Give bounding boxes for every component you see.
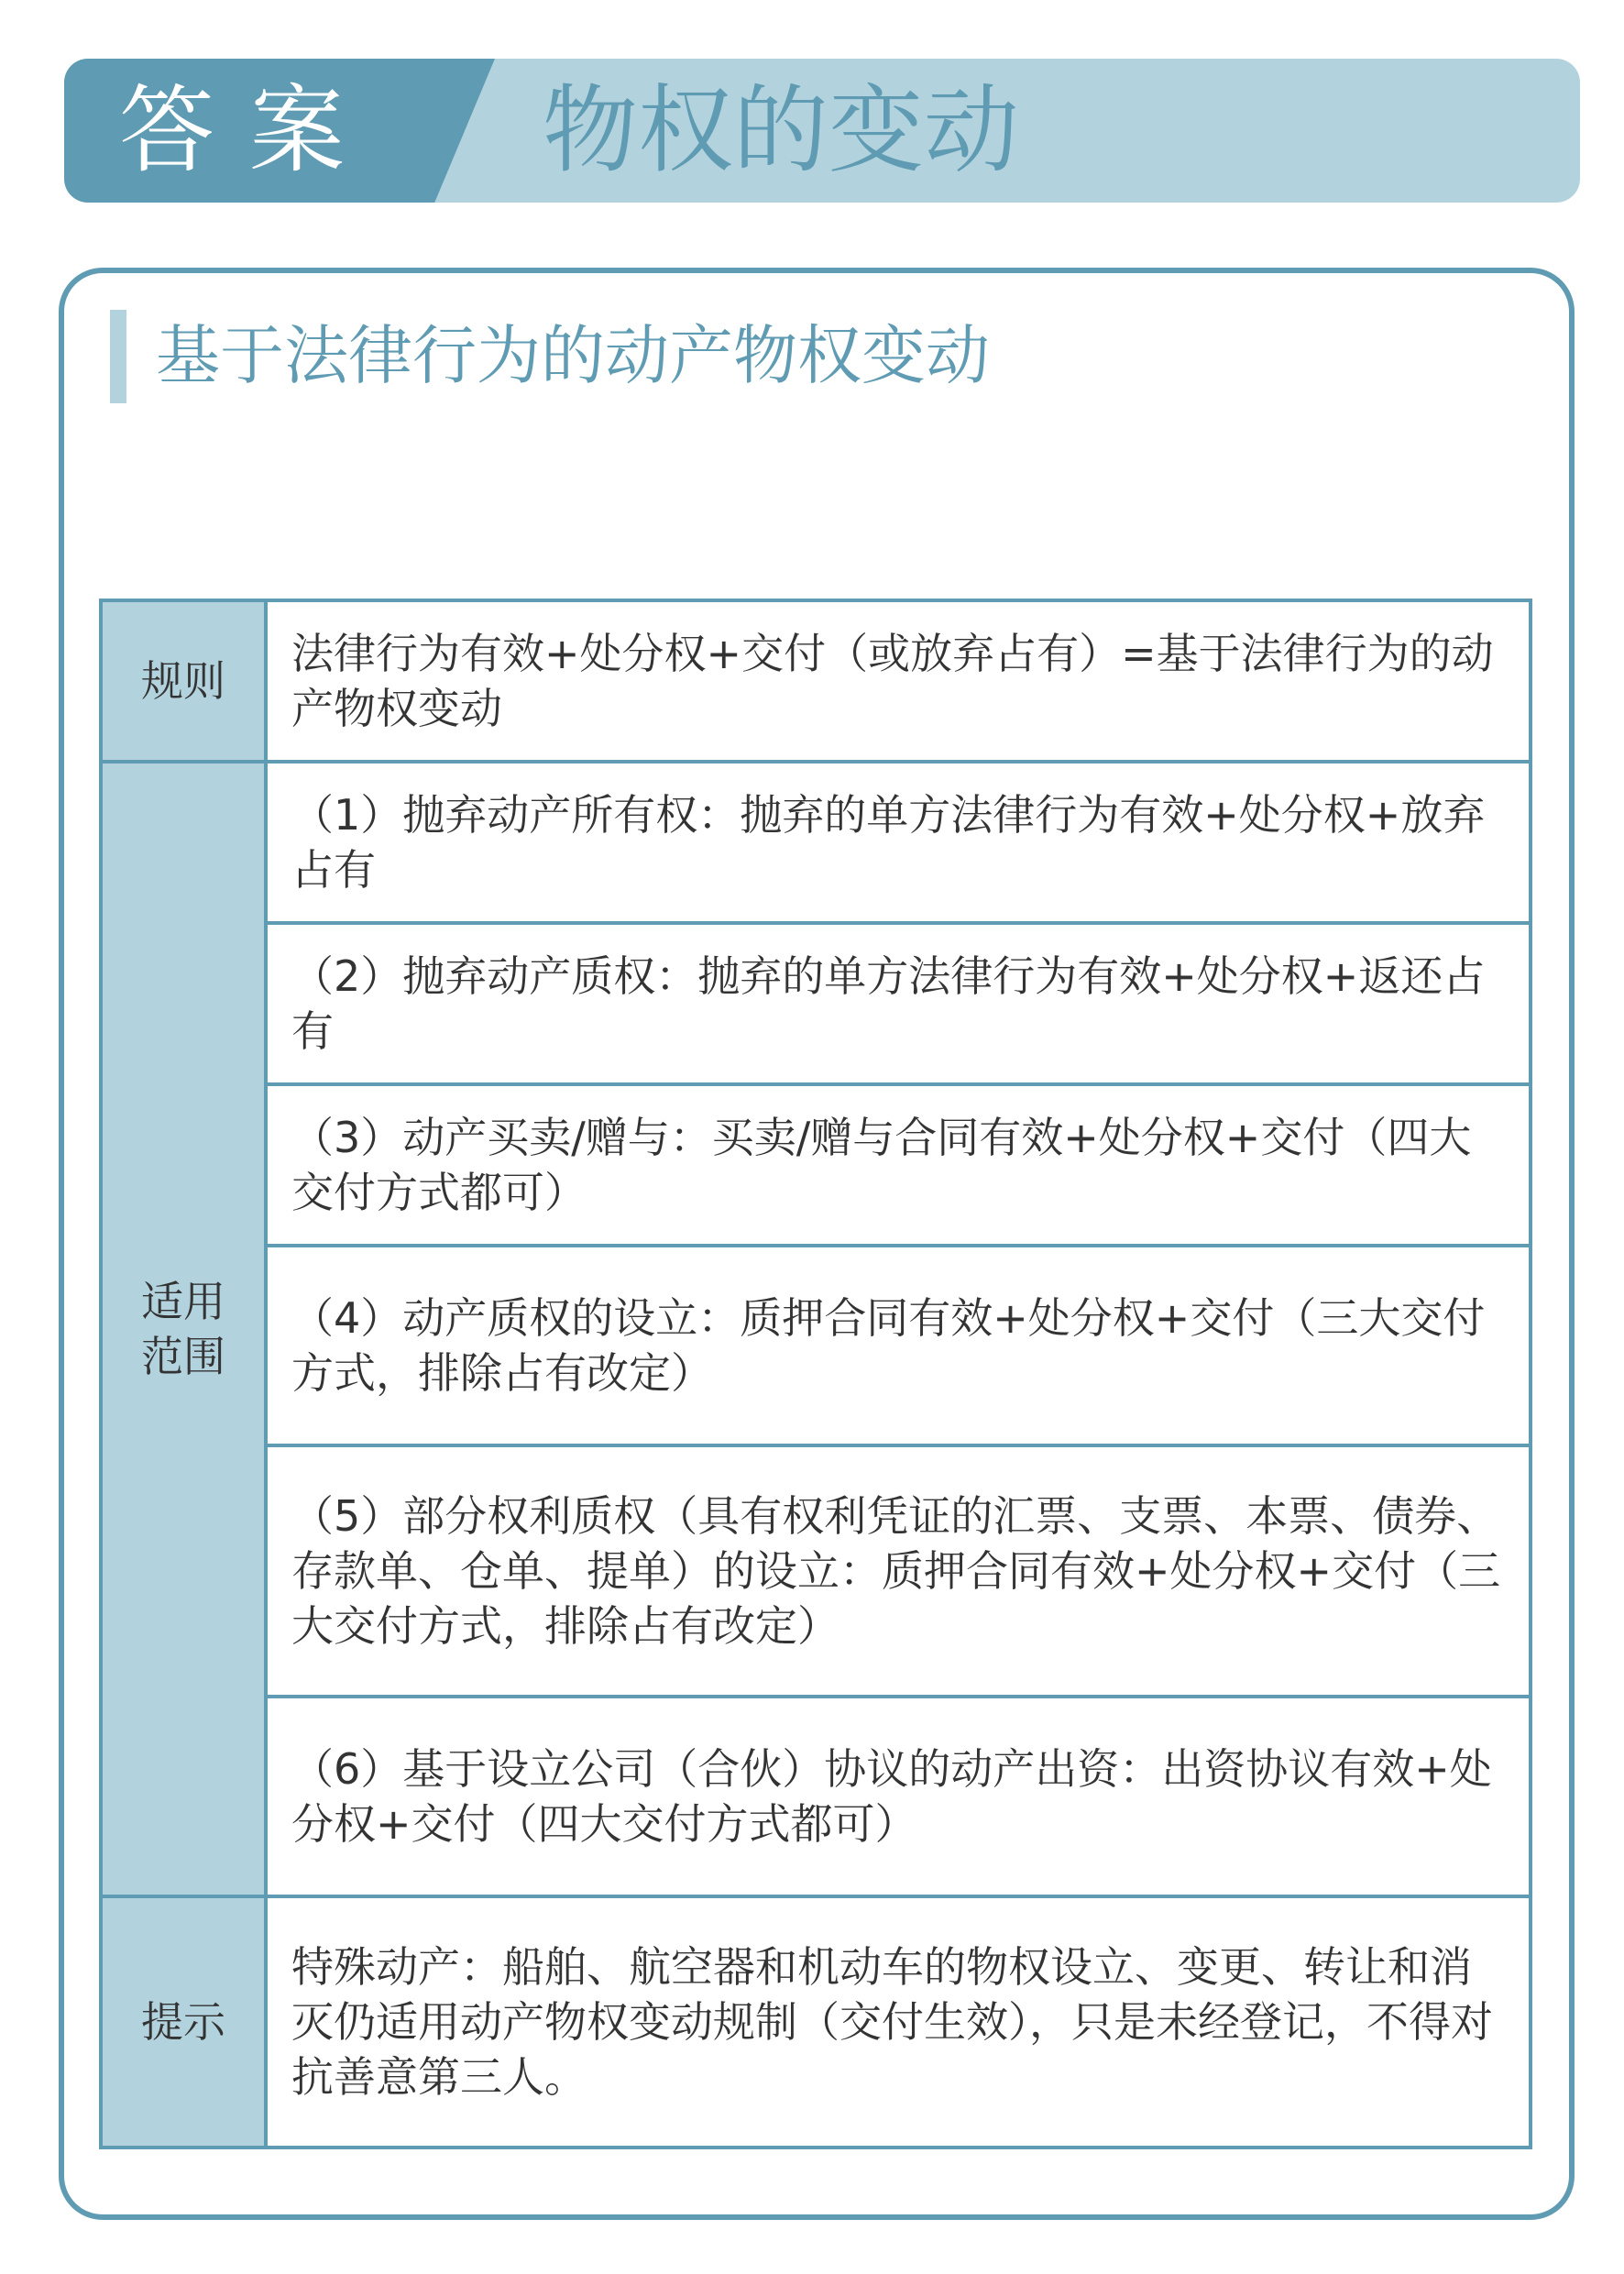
table-row (101, 1445, 1531, 1697)
table-row-tip (101, 1896, 1531, 2148)
table-row (101, 762, 1531, 923)
tip-header: 提示 (101, 1896, 266, 2148)
tip-text: 特殊动产：船舶、航空器和机动车的物权设立、变更、转让和消灭仍适用动产物权变动规制（交付生效），只是未经登记，不得对抗善意第三人。 (266, 1896, 1531, 2148)
table-row (101, 923, 1531, 1084)
scope-item: （6）基于设立公司（合伙）协议的动产出资：出资协议有效+处分权+交付（四大交付方式都可） (266, 1697, 1531, 1896)
table-row (101, 1697, 1531, 1896)
table-row (101, 1246, 1531, 1445)
rules-table (99, 599, 1532, 2149)
page-title: 物权的变动 (543, 74, 1020, 186)
section-accent-bar (110, 310, 126, 403)
section-title: 基于法律行为的动产物权变动 (156, 318, 990, 393)
scope-item: （1）抛弃动产所有权：抛弃的单方法律行为有效+处分权+放弃占有 (266, 762, 1531, 923)
header-banner (64, 59, 1580, 203)
scope-header-line: 范围 (141, 1332, 225, 1381)
scope-item: （4）动产质权的设立：质押合同有效+处分权+交付（三大交付方式，排除占有改定） (266, 1246, 1531, 1445)
rule-text: 法律行为有效+处分权+交付（或放弃占有）=基于法律行为的动产物权变动 (266, 600, 1531, 762)
table-row-rule (101, 600, 1531, 762)
rule-header: 规则 (101, 600, 266, 762)
scope-item: （5）部分权利质权（具有权利凭证的汇票、支票、本票、债券、存款单、仓单、提单）的设立：质押合同有效+处分权+交付（三大交付方式，排除占有改定） (266, 1445, 1531, 1697)
answer-tag-label: 答案 (119, 74, 380, 186)
scope-header (101, 762, 266, 1896)
scope-item: （2）抛弃动产质权：抛弃的单方法律行为有效+处分权+返还占有 (266, 923, 1531, 1084)
scope-header-line: 适用 (141, 1277, 225, 1326)
table-row (101, 1084, 1531, 1246)
scope-item: （3）动产买卖/赠与：买卖/赠与合同有效+处分权+交付（四大交付方式都可） (266, 1084, 1531, 1246)
